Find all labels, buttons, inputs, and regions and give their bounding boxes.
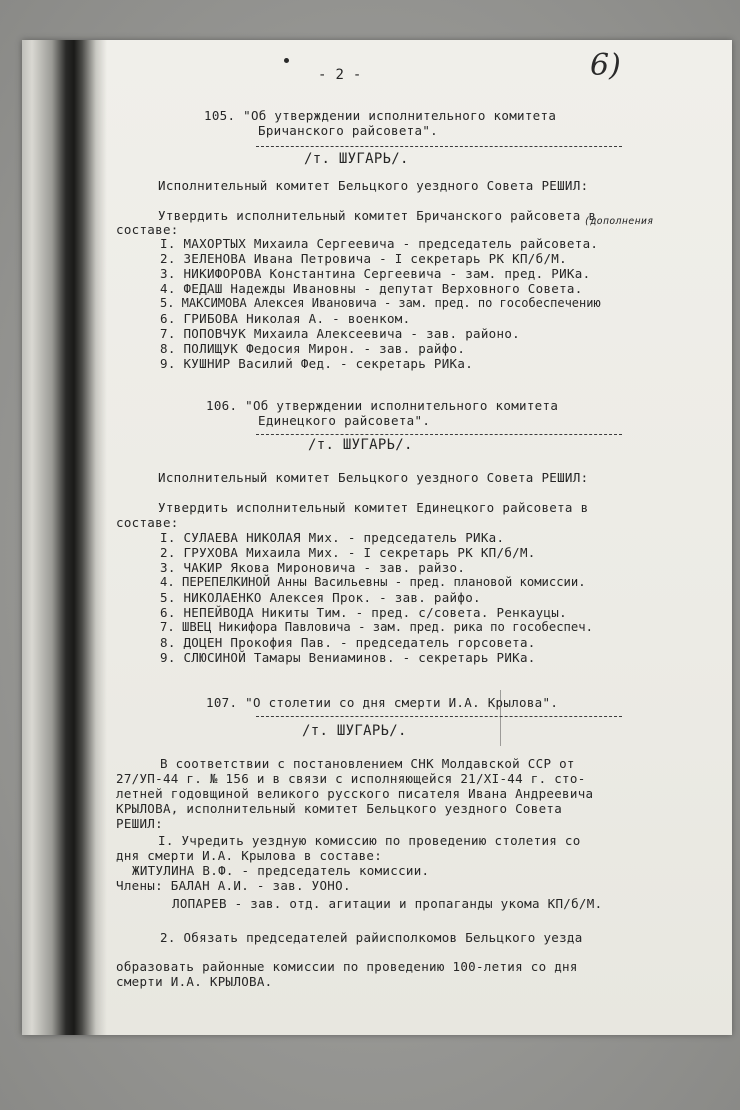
section-107-heading: 107. "О столетии со дня смерти И.А. Крылова". xyxy=(206,695,559,710)
divider-rule xyxy=(256,146,622,147)
section-107-body: 27/УП-44 г. № 156 и в связи с исполняющейся 21/XI-44 г. сто- xyxy=(116,771,586,786)
section-106-intro-line2: составе: xyxy=(116,515,179,530)
section-106-member: 8. ДОЦЕН Прокофия Пав. - председатель горсовета. xyxy=(160,635,536,650)
section-105-member: 7. ПОПОВЧУК Михаила Алексеевича - зав. районо. xyxy=(160,326,520,341)
section-107-reporter: /т. ШУГАРЬ/. xyxy=(302,723,407,739)
section-106-resolved: Исполнительный комитет Бельцкого уездного Совета РЕШИЛ: xyxy=(158,470,589,485)
section-105-member: 2. ЗЕЛЕНОВА Ивана Петровича - I секретарь РК КП/б/М. xyxy=(160,251,567,266)
section-106-intro-line1: Утвердить исполнительный комитет Единецкого райсовета в xyxy=(158,500,589,515)
section-106-heading-line1: 106. "Об утверждении исполнительного комитета xyxy=(206,398,559,413)
document-page xyxy=(22,40,732,1035)
section-106-member: 4. ПЕРЕПЕЛКИНОЙ Анны Васильевны - пред. плановой комиссии. xyxy=(160,575,586,589)
divider-rule xyxy=(256,434,622,435)
section-107-item2: смерти И.А. КРЫЛОВА. xyxy=(116,974,273,989)
section-105-member: 6. ГРИБОВА Николая А. - военком. xyxy=(160,311,411,326)
commission-member: ЛОПАРЕВ - зав. отд. агитации и пропаганды укома КП/б/М. xyxy=(172,896,603,911)
section-105-intro-line1: Утвердить исполнительный комитет Бричанского райсовета в xyxy=(158,208,597,223)
margin-annotation: (дополнения xyxy=(584,216,654,227)
section-106-member: 5. НИКОЛАЕНКО Алексея Прок. - зав. райфо. xyxy=(160,590,481,605)
section-105-heading-line1: 105. "Об утверждении исполнительного комитета xyxy=(204,108,557,123)
section-105-reporter: /т. ШУГАРЬ/. xyxy=(304,151,409,167)
section-105-intro-line2: составе: xyxy=(116,222,179,237)
section-107-body: КРЫЛОВА, исполнительный комитет Бельцкого уездного Совета xyxy=(116,801,563,816)
section-106-heading-line2: Единецкого райсовета". xyxy=(258,413,431,428)
section-107-item2: 2. Обязать председателей райисполкомов Бельцкого уезда xyxy=(160,930,583,945)
section-105-member: 3. НИКИФОРОВА Константина Сергеевича - зам. пред. РИКа. xyxy=(160,266,591,281)
section-107-item1: I. Учредить уездную комиссию по проведению столетия со xyxy=(158,833,581,848)
ink-dot xyxy=(284,58,289,63)
section-105-member: 5. МАКСИМОВА Алексея Ивановича - зам. пред. по гособеспечению xyxy=(160,296,601,310)
section-107-body: В соответствии с постановлением СНК Молдавской ССР от xyxy=(160,756,575,771)
commission-member: Члены: БАЛАН А.И. - зав. УОНО. xyxy=(116,878,351,893)
section-106-reporter: /т. ШУГАРЬ/. xyxy=(308,437,413,453)
section-106-member: 3. ЧАКИР Якова Мироновича - зав. райзо. xyxy=(160,560,466,575)
section-107-item2: образовать районные комиссии по проведению 100-летия со дня xyxy=(116,959,578,974)
section-107-body: РЕШИЛ: xyxy=(116,816,163,831)
section-107-body: летней годовщиной великого русского писателя Ивана Андреевича xyxy=(116,786,594,801)
section-105-heading-line2: Бричанского райсовета". xyxy=(258,123,438,138)
document-text xyxy=(22,40,732,1035)
section-106-member: 7. ШВЕЦ Никифора Павловича - зам. пред. рика по гособеспеч. xyxy=(160,620,593,634)
section-105-resolved: Исполнительный комитет Бельцкого уездного Совета РЕШИЛ: xyxy=(158,178,589,193)
section-106-member: I. СУЛАЕВА НИКОЛАЯ Мих. - председатель РИКа. xyxy=(160,530,505,545)
divider-rule xyxy=(256,716,622,717)
paper-crease xyxy=(500,690,501,746)
page-number: - 2 - xyxy=(318,67,362,83)
section-105-member: I. МАХОРТЫХ Михаила Сергеевича - председатель райсовета. xyxy=(160,236,599,251)
section-105-member: 9. КУШНИР Василий Фед. - секретарь РИКа. xyxy=(160,356,474,371)
section-105-member: 8. ПОЛИЩУК Федосия Мирон. - зав. райфо. xyxy=(160,341,466,356)
section-106-member: 9. СЛЮСИНОЙ Тамары Вениаминов. - секретарь РИКа. xyxy=(160,650,536,665)
section-105-member: 4. ФЕДАШ Надежды Ивановны - депутат Верховного Совета. xyxy=(160,281,583,296)
section-107-item1: дня смерти И.А. Крылова в составе: xyxy=(116,848,383,863)
handwritten-page-number: 6) xyxy=(590,48,621,83)
section-106-member: 6. НЕПЕЙВОДА Никиты Тим. - пред. с/совета. Ренкауцы. xyxy=(160,605,567,620)
commission-chair: ЖИТУЛИНА В.Ф. - председатель комиссии. xyxy=(132,863,430,878)
section-106-member: 2. ГРУХОВА Михаила Мих. - I секретарь РК КП/б/М. xyxy=(160,545,536,560)
